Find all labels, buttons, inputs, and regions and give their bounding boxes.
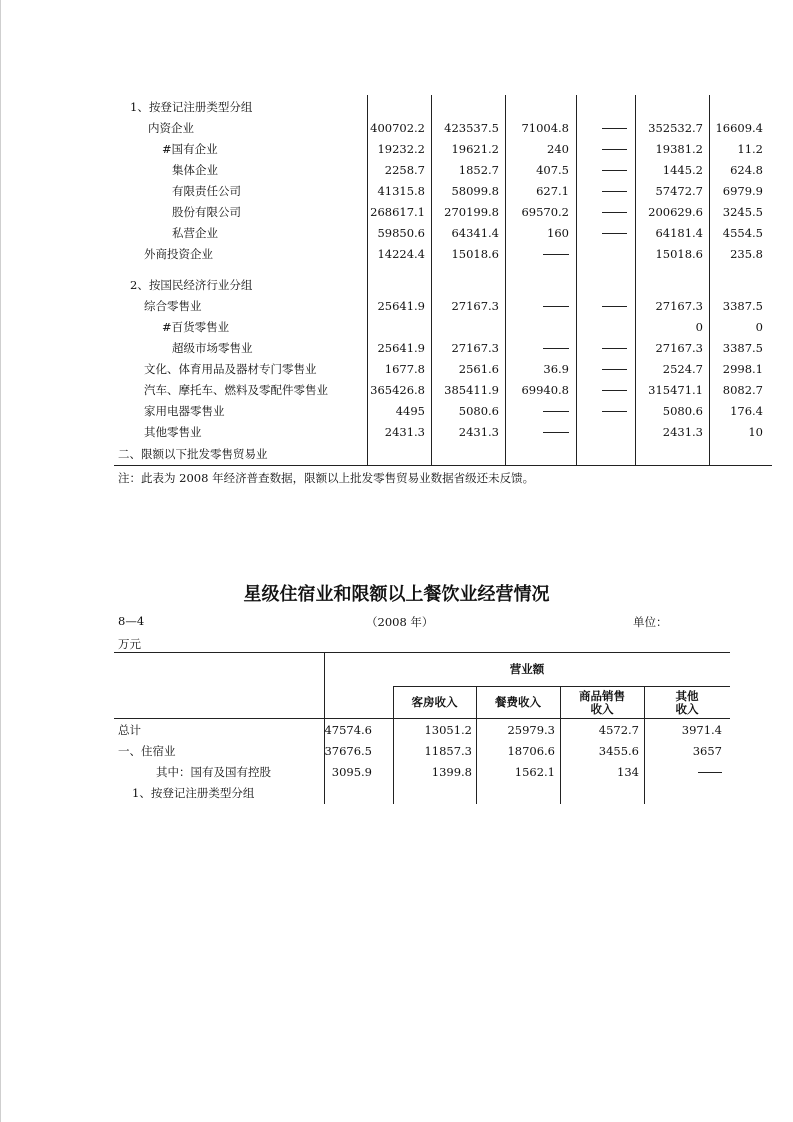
- row-label: 文化、体育用品及器材专门零售业: [144, 362, 317, 376]
- dash-mark: [543, 348, 569, 349]
- table-cell: 58099.8: [451, 184, 499, 198]
- table-cell: 11857.3: [424, 744, 472, 758]
- table-cell: 3971.4: [681, 723, 722, 737]
- table-row: [114, 762, 730, 783]
- table-cell: 37676.5: [324, 744, 372, 758]
- table-cell: 315471.1: [648, 383, 703, 397]
- table-row: [114, 139, 770, 160]
- dash-mark: [543, 254, 569, 255]
- table-cell: 3387.5: [722, 341, 763, 355]
- row-label: #国有企业: [162, 142, 218, 156]
- table-cell: 47574.6: [324, 723, 372, 737]
- column-header-line: 餐费收入: [495, 695, 541, 709]
- table-cell: 4495: [395, 404, 425, 418]
- table-cell: 19621.2: [451, 142, 499, 156]
- row-label: 其他零售业: [144, 425, 202, 439]
- row-label: 2、按国民经济行业分组: [130, 278, 253, 292]
- column-header-line: 其他: [675, 689, 699, 703]
- dash-mark: [602, 369, 627, 370]
- dash-mark: [602, 212, 627, 213]
- table-row: [114, 118, 770, 139]
- table-cell: 14224.4: [377, 247, 425, 261]
- table-cell: 385411.9: [444, 383, 499, 397]
- row-label: 有限责任公司: [172, 184, 241, 198]
- group-header: 营业额: [509, 662, 545, 676]
- table-cell: 2561.6: [458, 362, 499, 376]
- table-bottom-rule: [114, 465, 772, 466]
- header-divider: [393, 686, 730, 687]
- dash-mark: [543, 411, 569, 412]
- table-top-rule: [114, 652, 730, 653]
- dash-mark: [543, 306, 569, 307]
- table-cell: 627.1: [536, 184, 569, 198]
- table-cell: 2431.3: [384, 425, 425, 439]
- table-cell: 268617.1: [370, 205, 425, 219]
- table-cell: 624.8: [730, 163, 763, 177]
- table-cell: 4572.7: [598, 723, 639, 737]
- table-cell: 1562.1: [514, 765, 555, 779]
- table-code: 8—4: [118, 614, 145, 628]
- row-label: 一、住宿业: [118, 744, 176, 758]
- table-cell: 235.8: [730, 247, 763, 261]
- table-row: [114, 444, 770, 465]
- table-cell: 423537.5: [444, 121, 499, 135]
- row-label: 总计: [118, 723, 141, 737]
- table-cell: 2258.7: [384, 163, 425, 177]
- table-cell: 270199.8: [444, 205, 499, 219]
- table-row: [114, 202, 770, 223]
- table-cell: 352532.7: [648, 121, 703, 135]
- row-label: #百货零售业: [162, 320, 230, 334]
- table-row: [114, 97, 770, 118]
- table-row: [114, 160, 770, 181]
- table-cell: 0: [695, 320, 703, 334]
- dash-mark: [602, 306, 627, 307]
- table-cell: 0: [755, 320, 763, 334]
- table-cell: 2524.7: [662, 362, 703, 376]
- row-label: 超级市场零售业: [172, 341, 253, 355]
- table-cell: 19381.2: [655, 142, 703, 156]
- row-label: 股份有限公司: [172, 205, 241, 219]
- table-cell: 1399.8: [431, 765, 472, 779]
- page-edge: [0, 0, 1, 1122]
- row-label: 家用电器零售业: [144, 404, 225, 418]
- table-cell: 6979.9: [722, 184, 763, 198]
- table-cell: 240: [547, 142, 569, 156]
- column-header-line: 收入: [590, 702, 614, 716]
- header-bottom-rule: [114, 718, 730, 719]
- table-cell: 69570.2: [521, 205, 569, 219]
- table-cell: 19232.2: [377, 142, 425, 156]
- table-cell: 3245.5: [722, 205, 763, 219]
- table-cell: 1852.7: [458, 163, 499, 177]
- table-cell: 176.4: [730, 404, 763, 418]
- table-cell: 365426.8: [370, 383, 425, 397]
- table-cell: 4554.5: [722, 226, 763, 240]
- table-cell: 8082.7: [722, 383, 763, 397]
- dash-mark: [602, 191, 627, 192]
- table-cell: 16609.4: [715, 121, 763, 135]
- table-cell: 3095.9: [331, 765, 372, 779]
- column-header: [393, 696, 476, 709]
- table-cell: 400702.2: [370, 121, 425, 135]
- table-row: [114, 720, 730, 741]
- row-label: 外商投资企业: [144, 247, 213, 261]
- column-header: [644, 690, 730, 716]
- column-header-line: 商品销售: [579, 689, 625, 703]
- row-label: 1、按登记注册类型分组: [132, 786, 255, 800]
- table-row: [114, 181, 770, 202]
- dash-mark: [602, 390, 627, 391]
- column-header-line: 收入: [675, 702, 699, 716]
- table-cell: 27167.3: [451, 299, 499, 313]
- table-cell: 64181.4: [655, 226, 703, 240]
- dash-mark: [602, 149, 627, 150]
- table-row: [114, 296, 770, 317]
- column-header: [560, 690, 644, 716]
- table-row: [114, 783, 730, 804]
- table-cell: 27167.3: [655, 341, 703, 355]
- table-cell: 15018.6: [451, 247, 499, 261]
- table-cell: 1677.8: [384, 362, 425, 376]
- dash-mark: [602, 170, 627, 171]
- table-cell: 18706.6: [507, 744, 555, 758]
- table-cell: 13051.2: [424, 723, 472, 737]
- table-row: [114, 223, 770, 244]
- row-label: 二、限额以下批发零售贸易业: [118, 447, 268, 461]
- dash-mark: [543, 432, 569, 433]
- table-cell: 25641.9: [377, 341, 425, 355]
- table-cell: 25641.9: [377, 299, 425, 313]
- table-row: [114, 741, 730, 762]
- table-cell: 36.9: [543, 362, 569, 376]
- dash-mark: [602, 233, 627, 234]
- table-cell: 3657: [692, 744, 722, 758]
- table-cell: 3387.5: [722, 299, 763, 313]
- column-header: [476, 696, 560, 709]
- dash-mark: [602, 348, 627, 349]
- table-cell: 3455.6: [598, 744, 639, 758]
- table-cell: 57472.7: [655, 184, 703, 198]
- table-row: [114, 422, 770, 443]
- table-cell: 41315.8: [377, 184, 425, 198]
- table-row: [114, 244, 770, 265]
- dash-mark: [698, 772, 722, 773]
- lodging-catering-table: [114, 652, 730, 804]
- table-cell: 1445.2: [662, 163, 703, 177]
- dash-mark: [602, 411, 627, 412]
- table-cell: 407.5: [536, 163, 569, 177]
- table-cell: 64341.4: [451, 226, 499, 240]
- table-cell: 71004.8: [521, 121, 569, 135]
- table-cell: 25979.3: [507, 723, 555, 737]
- column-header-line: 客房收入: [411, 695, 458, 709]
- retail-statistics-table: [114, 95, 770, 466]
- row-label: 其中：国有及国有控股: [156, 765, 271, 779]
- table-note: 注：此表为 2008 年经济普查数据，限额以上批发零售贸易业数据省级还未反馈。: [118, 471, 535, 485]
- dash-mark: [602, 128, 627, 129]
- unit-label: 单位：: [633, 615, 668, 629]
- table-cell: 15018.6: [655, 247, 703, 261]
- table-cell: 27167.3: [655, 299, 703, 313]
- row-label: 1、按登记注册类型分组: [130, 100, 253, 114]
- unit-value: 万元: [118, 637, 141, 651]
- row-label: 私营企业: [172, 226, 218, 240]
- table-row: [114, 359, 770, 380]
- table-year: （2008 年）: [366, 615, 434, 629]
- table-title: 星级住宿业和限额以上餐饮业经营情况: [243, 584, 550, 605]
- table-cell: 11.2: [737, 142, 763, 156]
- table-cell: 69940.8: [521, 383, 569, 397]
- table-cell: 5080.6: [458, 404, 499, 418]
- row-label: 集体企业: [172, 163, 218, 177]
- row-label: 内资企业: [148, 121, 194, 135]
- table-cell: 200629.6: [648, 205, 703, 219]
- table-cell: 5080.6: [662, 404, 703, 418]
- table-row: [114, 275, 770, 296]
- table-row: [114, 338, 770, 359]
- table-cell: 27167.3: [451, 341, 499, 355]
- table-cell: 10: [748, 425, 763, 439]
- table-row: [114, 317, 770, 338]
- table-cell: 160: [547, 226, 569, 240]
- table-cell: 59850.6: [377, 226, 425, 240]
- table-cell: 2998.1: [722, 362, 763, 376]
- table-row: [114, 380, 770, 401]
- table-cell: 134: [617, 765, 639, 779]
- table-cell: 2431.3: [458, 425, 499, 439]
- table-cell: 2431.3: [662, 425, 703, 439]
- row-label: 汽车、摩托车、燃料及零配件零售业: [144, 383, 328, 397]
- table-row: [114, 401, 770, 422]
- row-label: 综合零售业: [144, 299, 202, 313]
